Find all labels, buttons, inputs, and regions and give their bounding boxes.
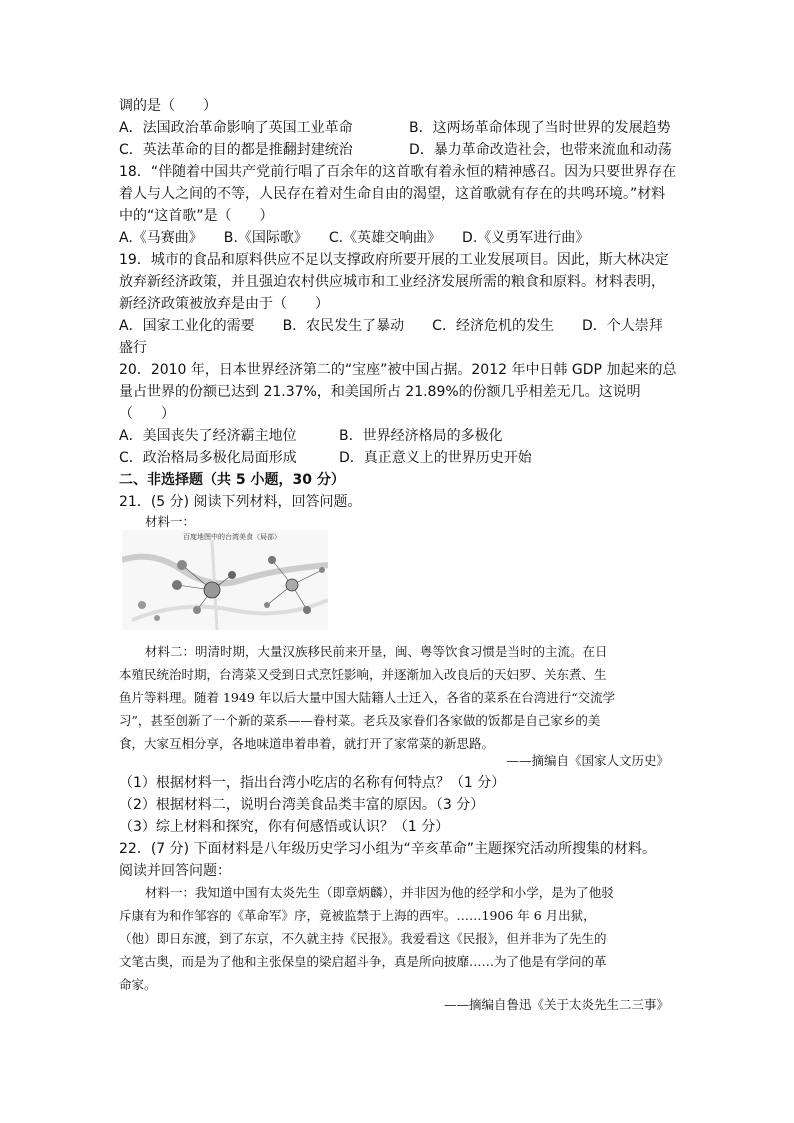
q22-line-1: 22．(7 分) 下面材料是八年级历史学习小组为“辛亥革命”主题探究活动所搜集的材料。: [119, 841, 657, 857]
q17-option-b: B．这两场革命体现了当时世界的发展趋势: [409, 120, 671, 136]
q18-line-3: 中的“这首歌”是（ ）: [119, 208, 274, 224]
q20-line-2: 量占世界的份额已达到 21.37%，和美国所占 21.89%的份额几乎相差无几。这说明: [119, 384, 641, 400]
q21-material-2-line-1: 材料二：明清时期，大量汉族移民前来开垦，闽、粤等饮食习惯是当时的主流。在日: [145, 644, 608, 659]
q21-material-2-line-2: 本殖民统治时期，台湾菜又受到日式烹饪影响，并逐渐加入改良后的天妇罗、关东煮、生: [119, 667, 607, 682]
q20-option-d: D．真正意义上的世界历史开始: [339, 450, 532, 466]
q17-option-d: D．暴力革命改造社会，也带来流血和动荡: [409, 142, 672, 158]
q20-option-b: B．世界经济格局的多极化: [339, 428, 503, 444]
q19-options: A．国家工业化的需要 B．农民发生了暴动 C．经济危机的发生 D．个人崇拜: [119, 318, 663, 334]
q22-material-1-line-3: （他）即日东渡，到了东京，不久就主持《民报》。我爱看这《民报》，但并非为了先生的: [119, 931, 607, 946]
q22-material-1-line-1: 材料一：我知道中国有太炎先生（即章炳麟），并非因为他的经学和小学，是为了他驳: [145, 885, 614, 900]
taiwan-food-map-figure: [122, 530, 328, 630]
q20-line-1: 20．2010 年，日本世界经济第二的“宝座”被中国占据。2012 年中日韩 GDP 加起来的总: [119, 362, 677, 378]
q21-sub-question-3: （3）综上材料和探究，你有何感悟或认识？（1 分）: [119, 819, 450, 835]
q21-stem: 21．(5 分) 阅读下列材料，回答问题。: [119, 494, 362, 510]
q22-material-1-line-4: 文笔古奥，而是为了他和主张保皇的梁启超斗争，真是所向披靡……为了他是有学问的革: [119, 954, 607, 969]
q20-option-a: A．美国丧失了经济霸主地位: [119, 428, 297, 444]
q21-material-2-line-3: 鱼片等料理。随着 1949 年以后大量中国大陆籍人士迁入，各省的菜系在台湾进行“交流学: [119, 690, 616, 705]
food-map-illustration: [122, 530, 328, 630]
section-title: 二、非选择题（共 5 小题，30 分）: [119, 472, 345, 488]
q21-material-2-source: ——摘编自《国家人文历史》: [506, 753, 669, 768]
q19-line-2: 放弃新经济政策，并且强迫农村供应城市和工业经济发展所需的粮食和原料。材料表明，: [119, 274, 665, 290]
q18-line-1: 18．“伴随着中国共产党前行唱了百余年的这首歌有着永恒的精神感召。因为只要世界存在: [119, 164, 677, 180]
q19-line-1: 19．城市的食品和原料供应不足以支撑政府所要开展的工业发展项目。因此，斯大林决定: [119, 252, 669, 268]
q22-material-1-source: ——摘编自鲁迅《关于太炎先生二三事》: [443, 997, 669, 1012]
q21-sub-question-1: （1）根据材料一，指出台湾小吃店的名称有何特点？（1 分）: [119, 775, 506, 791]
q21-material-2-line-5: 食，大家互相分享，各地味道串着串着，就打开了家常菜的新思路。: [119, 736, 495, 751]
figure-title: 百度地图中的台湾美食（局部）: [183, 533, 281, 541]
q17-option-a: A．法国政治革命影响了英国工业革命: [119, 120, 353, 136]
q22-line-2: 阅读并回答问题：: [119, 863, 231, 879]
q21-material-1-label: 材料一：: [145, 514, 196, 529]
q19-options-continued: 盛行: [119, 340, 147, 356]
q22-material-1-line-5: 命家。: [119, 977, 157, 992]
q20-option-c: C．政治格局多极化局面形成: [119, 450, 297, 466]
q18-line-2: 着人与人之间的不等，人民存在着对生命自由的渴望，这首歌就有存在的共鸣环境。”材料: [119, 186, 666, 202]
q21-material-2-line-4: 习”，甚至创新了一个新的菜系——眷村菜。老兵及家眷们各家做的饭都是自己家乡的美: [119, 713, 601, 728]
q21-sub-question-2: （2）根据材料二，说明台湾美食品类丰富的原因。（3 分）: [119, 797, 485, 813]
q18-options: A.《马赛曲》 B.《国际歌》 C.《英雄交响曲》 D.《义勇军进行曲》: [119, 230, 590, 246]
q17-option-c: C．英法革命的目的都是推翻封建统治: [119, 142, 353, 158]
q17-stem-tail: 调的是（ ）: [119, 98, 217, 114]
q20-line-3: （ ）: [119, 406, 175, 422]
q22-material-1-line-2: 斥康有为和作邹容的《革命军》序，竟被监禁于上海的西牢。……1906 年 6 月出狱，: [119, 908, 596, 923]
q19-line-3: 新经济政策被放弃是由于（ ）: [119, 296, 329, 312]
